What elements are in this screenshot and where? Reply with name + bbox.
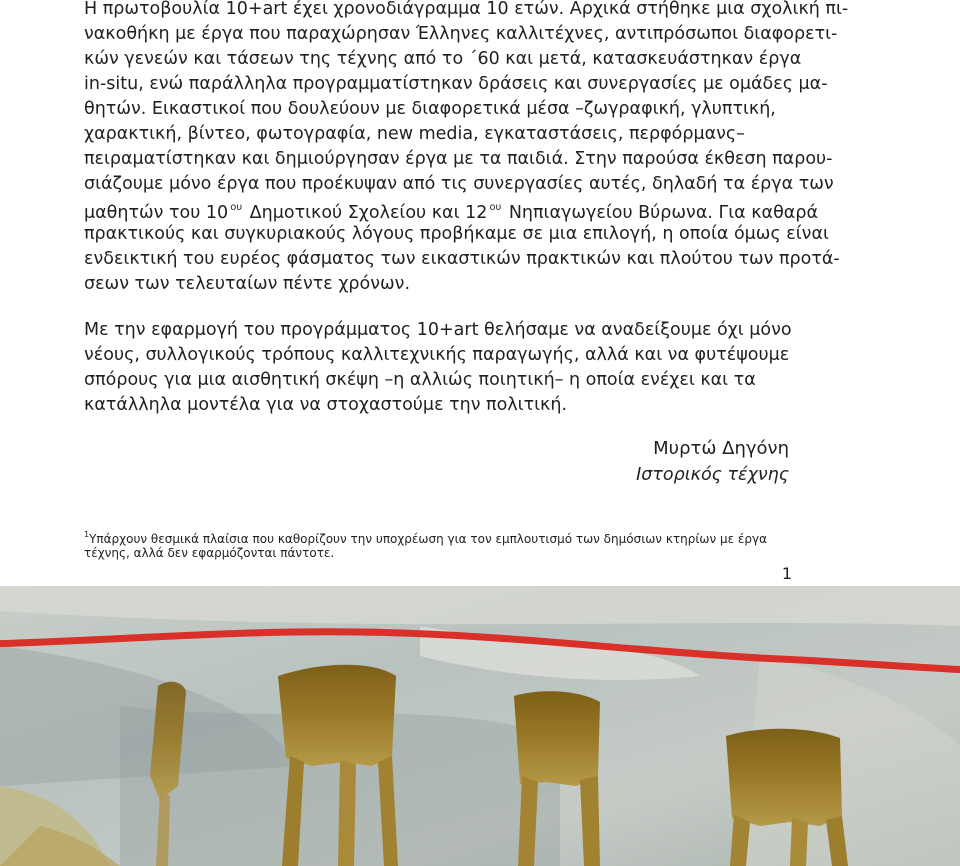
body-line-2: νακοθήκη με έργα που παραχώρησαν Έλληνες καλλιτέχνες, αντιπρόσωποι διαφορετι- xyxy=(84,24,838,44)
ordinal-superscript: ου xyxy=(230,202,243,213)
artwork-painting xyxy=(0,586,960,866)
body-line-16: κατάλληλα μοντέλα για να στοχαστούμε την πολιτική. xyxy=(84,395,568,415)
artwork-painting-image xyxy=(0,586,960,866)
body-line-12: σεων των τελευταίων πέντε χρόνων. xyxy=(84,274,411,294)
ordinal-superscript: ου xyxy=(489,202,502,213)
body-line-9-part-c: Νηπιαγωγείου Βύρωνα. Για καθαρά xyxy=(503,202,818,223)
author-name: Μυρτώ Δηγόνη xyxy=(653,438,789,459)
page-number: 1 xyxy=(781,564,792,583)
body-line-6: χαρακτική, βίντεο, φωτογραφία, new media, εγκαταστάσεις, περφόρμανς– xyxy=(84,124,745,144)
footnote-text-1: Υπάρχουν θεσμικά πλαίσια που καθορίζουν την υποχρέωση για τον εμπλουτισμό των δημόσιων κτηρίων με έργα xyxy=(89,532,768,546)
body-line-7: πειραματίστηκαν και δημιούργησαν έργα με τα παιδιά. Στην παρούσα έκθεση παρου- xyxy=(84,149,833,169)
footnote-marker: 1 xyxy=(84,530,90,539)
body-line-10: πρακτικούς και συγκυριακούς λόγους προβήκαμε σε μια επιλογή, η οποία όμως είναι xyxy=(84,224,829,244)
body-line-13: Με την εφαρμογή του προγράμματος 10+art θελήσαμε να αναδείξουμε όχι μόνο xyxy=(84,320,792,340)
body-line-4: in-situ, ενώ παράλληλα προγραμματίστηκαν δράσεις και συνεργασίες με ομάδες μα- xyxy=(84,74,828,94)
footnote-line-2: τέχνης, αλλά δεν εφαρμόζονται πάντοτε. xyxy=(84,546,335,560)
ochre-figure xyxy=(514,691,600,786)
body-line-1: Η πρωτοβουλία 10+art έχει χρονοδιάγραμμα 10 ετών. Αρχικά στήθηκε μια σχολική πι- xyxy=(84,0,849,19)
body-line-9-part-a: μαθητών του 10 xyxy=(84,202,229,223)
author-role: Ιστορικός τέχνης xyxy=(636,465,789,485)
body-line-3: κών γενεών και τάσεων της τέχνης από το ΄60 και μετά, κατασκευάστηκαν έργα xyxy=(84,49,802,69)
body-line-14: νέους, συλλογικούς τρόπους καλλιτεχνικής παραγωγής, αλλά και να φυτέψουμε xyxy=(84,345,790,365)
body-line-11: ενδεικτική του ευρέος φάσματος των εικαστικών πρακτικών και πλούτου των προτά- xyxy=(84,249,840,269)
body-line-15: σπόρους για μια αισθητική σκέψη –η αλλιώς ποιητική– η οποία ενέχει και τα xyxy=(84,370,756,390)
body-line-5: θητών. Εικαστικοί που δουλεύουν με διαφορετικά μέσα –ζωγραφική, γλυπτική, xyxy=(84,99,776,119)
body-line-9-part-b: Δημοτικού Σχολείου και 12 xyxy=(244,202,488,223)
ochre-figure xyxy=(278,665,396,766)
body-line-8: σιάζουμε μόνο έργα που προέκυψαν από τις συνεργασίες αυτές, δηλαδή τα έργα των xyxy=(84,174,834,194)
ochre-figure xyxy=(726,729,842,826)
